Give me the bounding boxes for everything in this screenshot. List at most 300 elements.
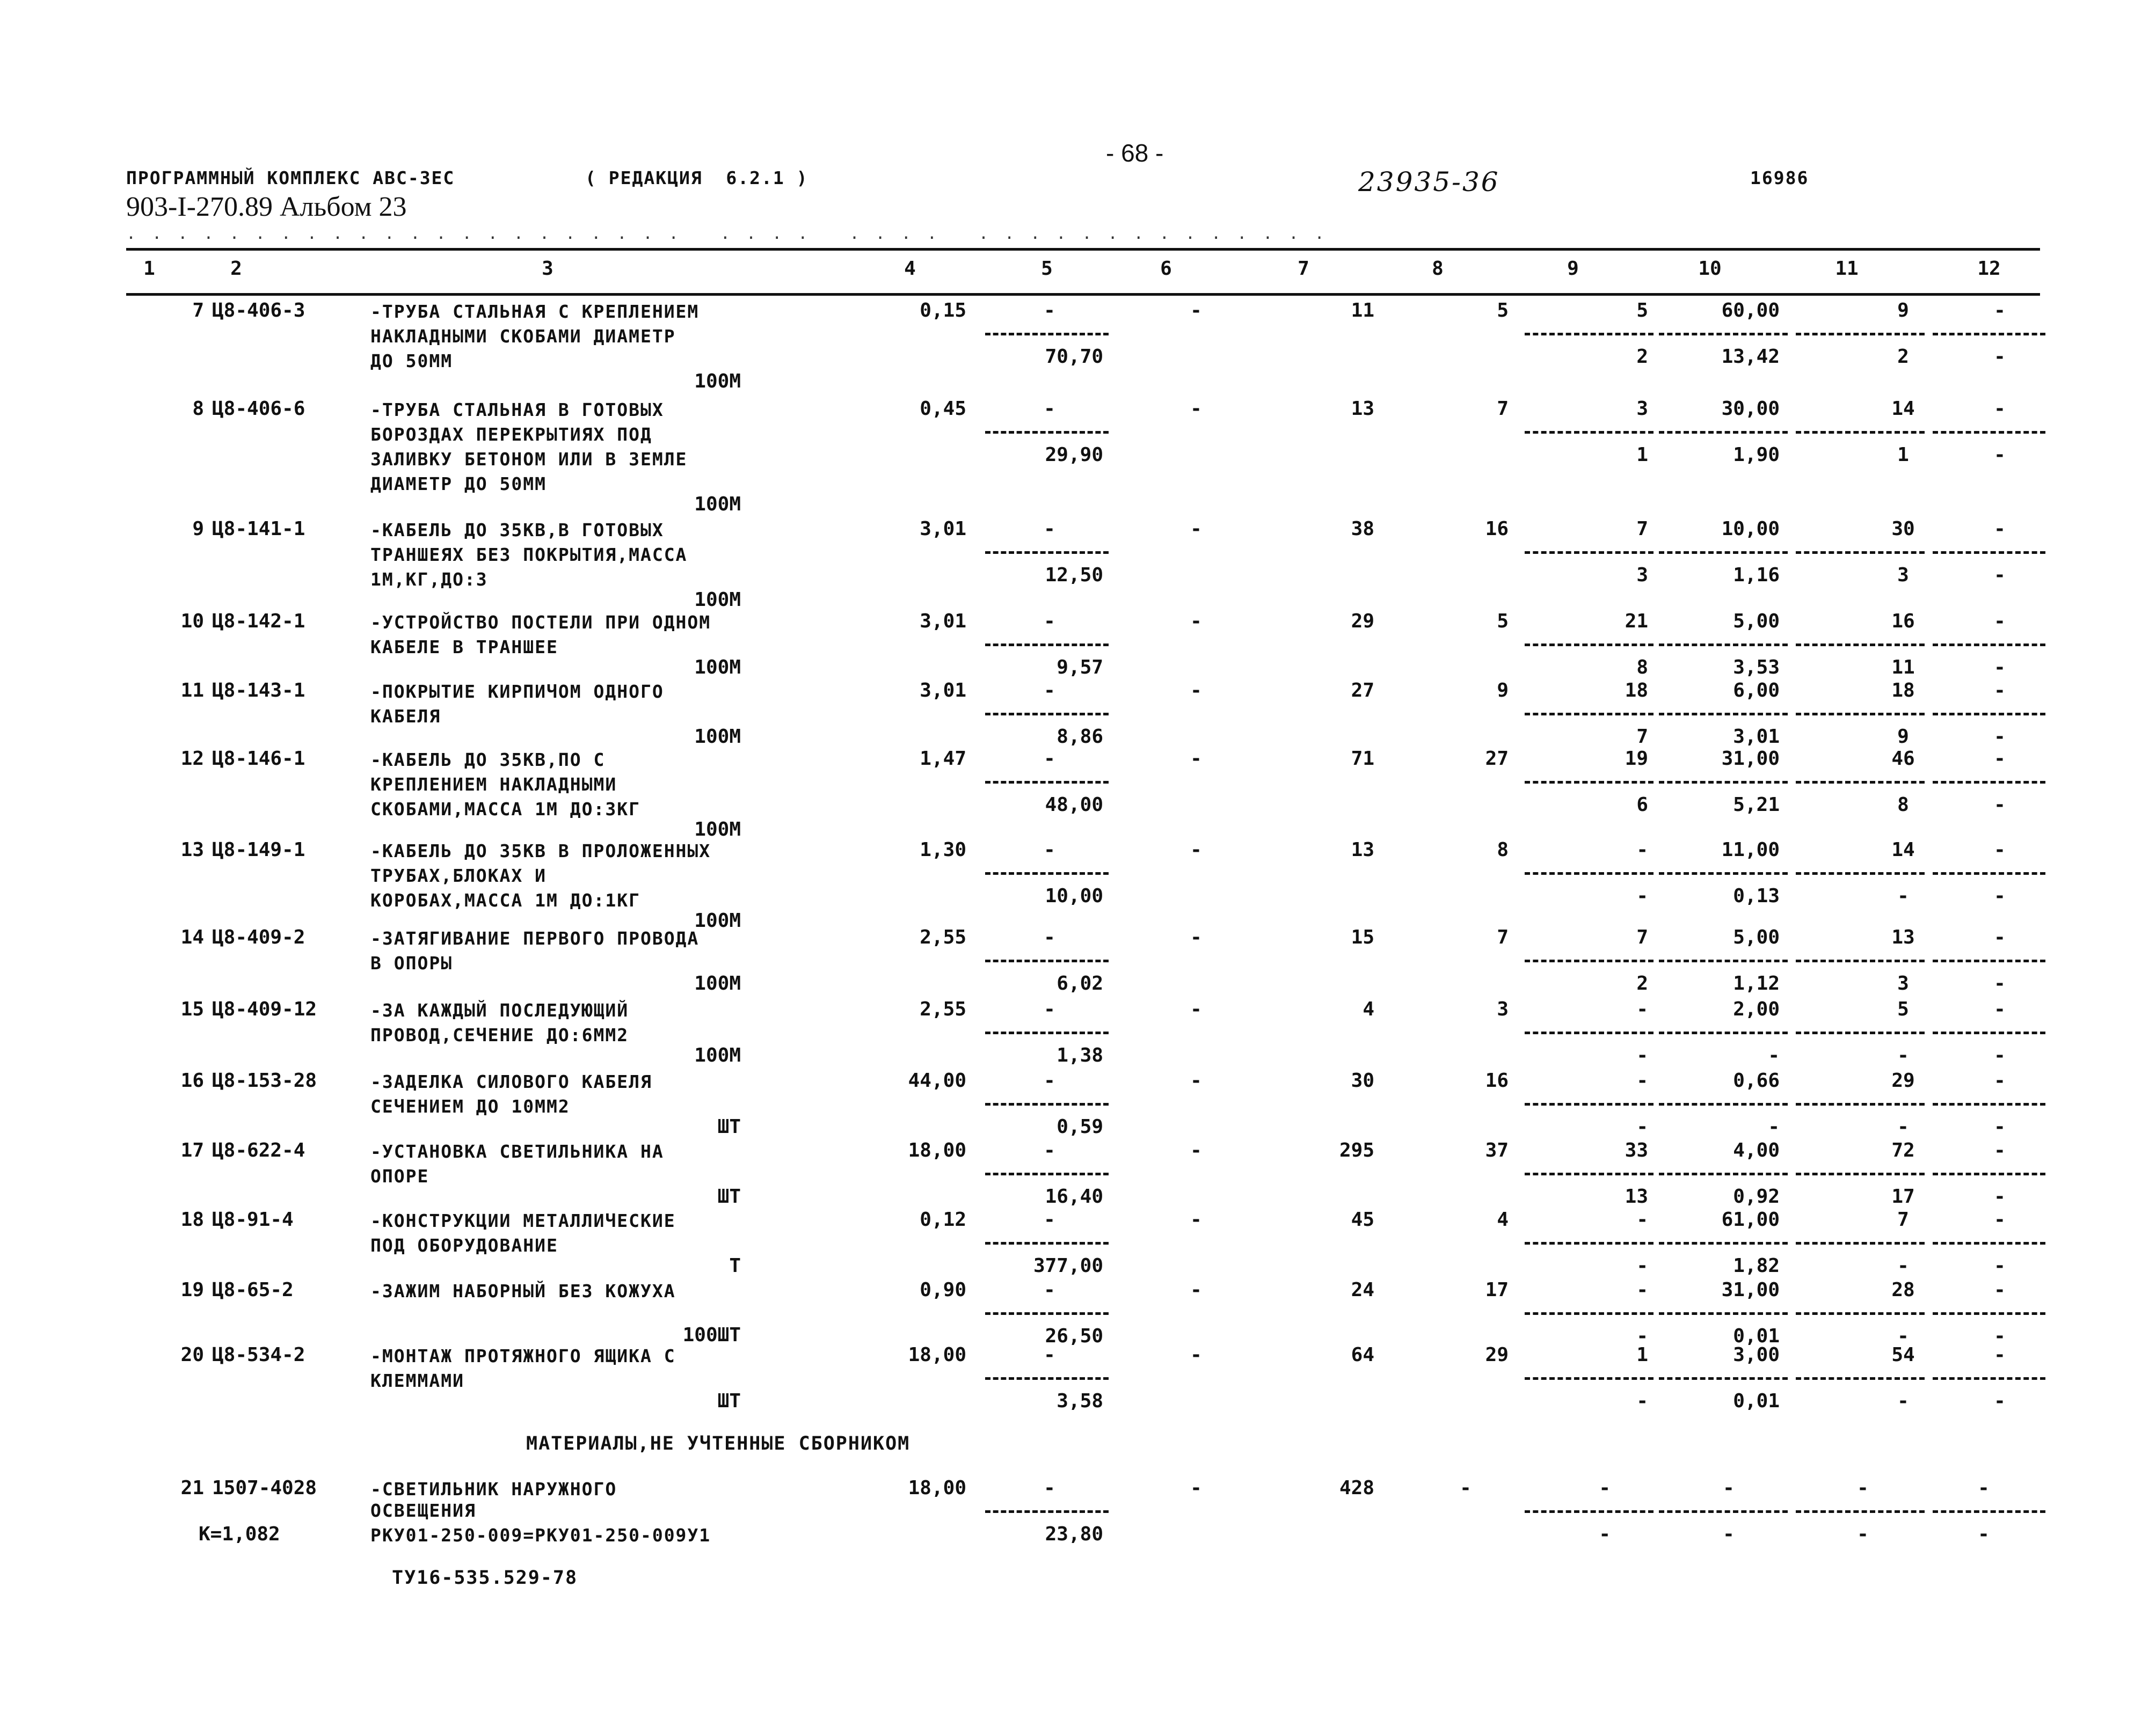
col9-top: 18 [1625, 679, 1648, 701]
col7-value: 11 [1351, 299, 1374, 321]
col10-top: 5,00 [1733, 610, 1780, 632]
column-number-8: 8 [1432, 258, 1444, 280]
col10-bottom: 13,42 [1721, 346, 1780, 368]
column-number-3: 3 [542, 258, 553, 280]
document-number: 16986 [1750, 167, 1809, 188]
col12-bottom: - [1994, 1186, 2006, 1208]
col9-bottom: - [1636, 1044, 1648, 1066]
col9-bottom: - [1636, 1116, 1648, 1138]
col9-bottom: 2 [1636, 973, 1648, 995]
unit-label: ШТ [717, 1116, 741, 1138]
col12-divider [1933, 781, 2045, 784]
col10-divider [1659, 333, 1788, 335]
col9-top: 7 [1636, 518, 1648, 540]
col8-value: 17 [1485, 1279, 1509, 1301]
unit-label: 100М [694, 818, 741, 840]
col12-top: - [1994, 398, 2006, 420]
edition-label: ( РЕДАКЦИЯ 6.2.1 ) [585, 167, 808, 188]
item-code: Ц8-142-1 [212, 610, 305, 632]
col7-value: 428 [1339, 1477, 1374, 1499]
col10-bottom: 0,01 [1733, 1325, 1780, 1347]
unit-label: 100М [694, 370, 741, 392]
column-number-10: 10 [1698, 258, 1722, 280]
col8-value: 5 [1497, 610, 1509, 632]
item-description-line: ЗАЛИВКУ БЕТОНОМ ИЛИ В ЗЕМЛЕ [370, 449, 688, 470]
col9-bottom: 2 [1636, 346, 1648, 368]
col5-bottom: 29,90 [1045, 444, 1103, 466]
col8-value: 16 [1485, 518, 1509, 540]
col11-top: 14 [1891, 398, 1915, 420]
col9-top: 1 [1636, 1344, 1648, 1366]
col12-top: - [1994, 748, 2006, 770]
item-code: Ц8-143-1 [212, 679, 305, 701]
col12-bottom: - [1994, 794, 2006, 816]
album-label: 903-I-270.89 Альбом 23 [126, 192, 407, 222]
quantity-value: 3,01 [920, 610, 966, 632]
column-number-2: 2 [230, 258, 242, 280]
col9-divider [1525, 1312, 1654, 1315]
col5-top: - [1044, 398, 1055, 420]
item-code: Ц8-406-3 [212, 299, 305, 321]
col8-value: 3 [1497, 998, 1509, 1020]
col5-bottom: 6,02 [1057, 973, 1103, 995]
col11-bottom: 3 [1897, 564, 1909, 586]
col5-divider [985, 1103, 1109, 1106]
col10-top: - [1723, 1477, 1735, 1499]
col5-top: - [1044, 299, 1055, 321]
col5-bottom: 12,50 [1045, 564, 1103, 586]
col12-divider [1933, 872, 2045, 875]
col10-divider [1659, 1032, 1788, 1034]
col9-divider [1525, 1103, 1654, 1106]
col9-top: 7 [1636, 926, 1648, 948]
item-number: 21 [180, 1477, 204, 1499]
col11-divider [1796, 713, 1925, 715]
col5-divider [985, 781, 1109, 784]
col12-divider [1933, 713, 2045, 715]
col5-bottom: 377,00 [1033, 1255, 1103, 1277]
col10-top: 0,66 [1733, 1070, 1780, 1092]
col11-divider [1796, 1242, 1925, 1245]
col9-bottom: 1 [1636, 444, 1648, 466]
column-number-12: 12 [1977, 258, 2001, 280]
col7-value: 30 [1351, 1070, 1374, 1092]
col11-divider [1796, 1510, 1925, 1513]
col5-top: - [1044, 1209, 1055, 1231]
col6-value: - [1190, 679, 1202, 701]
column-number-5: 5 [1041, 258, 1053, 280]
col5-bottom: 9,57 [1057, 656, 1103, 678]
item-number: 20 [180, 1344, 204, 1366]
col10-bottom: 1,82 [1733, 1255, 1780, 1277]
col9-divider [1525, 333, 1654, 335]
col12-divider [1933, 1377, 2045, 1380]
col10-top: 2,00 [1733, 998, 1780, 1020]
col7-value: 64 [1351, 1344, 1374, 1366]
col6-value: - [1190, 926, 1202, 948]
col10-divider [1659, 1242, 1788, 1245]
col9-divider [1525, 713, 1654, 715]
col5-divider [985, 1032, 1109, 1034]
col7-value: 15 [1351, 926, 1374, 948]
col9-bottom: 13 [1625, 1186, 1648, 1208]
unit-label: 100М [694, 726, 741, 748]
col6-value: - [1190, 1477, 1202, 1499]
page-number: - 68 - [1106, 139, 1164, 167]
col11-bottom: - [1857, 1523, 1869, 1545]
col5-divider [985, 333, 1109, 335]
col9-bottom: - [1599, 1523, 1611, 1545]
col11-bottom: - [1897, 1325, 1909, 1347]
item-description-line: ДО 50ММ [370, 350, 453, 371]
col9-divider [1525, 1173, 1654, 1175]
item-code: Ц8-65-2 [212, 1279, 294, 1301]
col12-top: - [1994, 1279, 2006, 1301]
item-number: 15 [180, 998, 204, 1020]
col12-bottom: - [1994, 346, 2006, 368]
col9-top: - [1636, 1070, 1648, 1092]
col5-top: - [1044, 1477, 1055, 1499]
col10-divider [1659, 872, 1788, 875]
header-rule-bottom [126, 293, 2040, 296]
item-description-line: -КАБЕЛЬ ДО 35КВ,ПО С [370, 749, 606, 770]
col8-value: 7 [1497, 926, 1509, 948]
item-description-line: ТРАНШЕЯХ БЕЗ ПОКРЫТИЯ,МАССА [370, 544, 688, 565]
col7-value: 24 [1351, 1279, 1374, 1301]
unit-label: 100М [694, 910, 741, 932]
item-description-line: ДИАМЕТР ДО 50ММ [370, 473, 547, 494]
col10-top: 10,00 [1721, 518, 1780, 540]
col11-divider [1796, 644, 1925, 646]
col12-top: - [1994, 299, 2006, 321]
col10-top: 4,00 [1733, 1139, 1780, 1161]
col10-top: 6,00 [1733, 679, 1780, 701]
col5-top: - [1044, 926, 1055, 948]
quantity-value: 18,00 [908, 1139, 966, 1161]
col10-bottom: 0,01 [1733, 1390, 1780, 1412]
col12-divider [1933, 1173, 2045, 1175]
col10-divider [1659, 1173, 1788, 1175]
col10-divider [1659, 960, 1788, 962]
col5-divider [985, 431, 1109, 434]
col12-top: - [1978, 1477, 1990, 1499]
quantity-value: 1,47 [920, 748, 966, 770]
unit-label: 100М [694, 493, 741, 515]
col6-value: - [1190, 518, 1202, 540]
unit-label: ШТ [717, 1390, 741, 1412]
col8-value: 4 [1497, 1209, 1509, 1231]
unit-label: 100М [694, 589, 741, 611]
item-number: 9 [192, 518, 204, 540]
col11-bottom: 2 [1897, 346, 1909, 368]
col11-bottom: 1 [1897, 444, 1909, 466]
col12-top: - [1994, 610, 2006, 632]
col10-divider [1659, 431, 1788, 434]
col11-bottom: - [1897, 1255, 1909, 1277]
col11-divider [1796, 431, 1925, 434]
col12-divider [1933, 1032, 2045, 1034]
col5-top: - [1044, 679, 1055, 701]
col11-divider [1796, 1103, 1925, 1106]
col11-divider [1796, 872, 1925, 875]
col12-divider [1933, 333, 2045, 335]
item-description-line: ПРОВОД,СЕЧЕНИЕ ДО:6ММ2 [370, 1025, 629, 1045]
col9-bottom: 3 [1636, 564, 1648, 586]
col5-bottom: 16,40 [1045, 1186, 1103, 1208]
column-number-7: 7 [1298, 258, 1309, 280]
col12-divider [1933, 1103, 2045, 1106]
quantity-value: 0,15 [920, 299, 966, 321]
col11-top: 13 [1891, 926, 1915, 948]
col9-divider [1525, 1032, 1654, 1034]
col10-bottom: 1,90 [1733, 444, 1780, 466]
unit-label: ШТ [717, 1186, 741, 1208]
col8-value: 5 [1497, 299, 1509, 321]
unit-label: 100М [694, 973, 741, 995]
unit-label: 100ШТ [682, 1324, 741, 1346]
col12-divider [1933, 1312, 2045, 1315]
col10-bottom: - [1723, 1523, 1735, 1545]
col5-top: - [1044, 1279, 1055, 1301]
col9-top: - [1636, 998, 1648, 1020]
col11-bottom: - [1897, 1116, 1909, 1138]
col5-divider [985, 1377, 1109, 1380]
column-number-9: 9 [1567, 258, 1579, 280]
item-number: 16 [180, 1070, 204, 1092]
col10-top: 3,00 [1733, 1344, 1780, 1366]
col9-divider [1525, 872, 1654, 875]
program-title: ПРОГРАММНЫЙ КОМПЛЕКС АВС-ЗЕС [126, 167, 455, 188]
col5-bottom: 3,58 [1057, 1390, 1103, 1412]
col10-divider [1659, 1103, 1788, 1106]
col11-divider [1796, 1377, 1925, 1380]
item-description-line: -ЗА КАЖДЫЙ ПОСЛЕДУЮЩИЙ [370, 1000, 629, 1021]
item-code: Ц8-91-4 [212, 1209, 294, 1231]
col11-bottom: 8 [1897, 794, 1909, 816]
item-number: 7 [192, 299, 204, 321]
col7-value: 45 [1351, 1209, 1374, 1231]
item-description-line: -ЗАЖИМ НАБОРНЫЙ БЕЗ КОЖУХА [370, 1281, 676, 1301]
column-number-6: 6 [1160, 258, 1172, 280]
item-code: Ц8-409-12 [212, 998, 317, 1020]
item-number: 19 [180, 1279, 204, 1301]
col5-top: - [1044, 1070, 1055, 1092]
col9-bottom: - [1636, 1255, 1648, 1277]
col12-top: - [1994, 926, 2006, 948]
col6-value: - [1190, 398, 1202, 420]
col12-bottom: - [1994, 726, 2006, 748]
col10-top: 31,00 [1721, 1279, 1780, 1301]
handwritten-code: 23935-36 [1358, 166, 1500, 198]
col5-top: - [1044, 998, 1055, 1020]
col10-top: 30,00 [1721, 398, 1780, 420]
col11-top: - [1857, 1477, 1869, 1499]
col11-top: 14 [1891, 839, 1915, 861]
col10-bottom: - [1768, 1044, 1780, 1066]
quantity-value: 0,45 [920, 398, 966, 420]
col11-top: 54 [1891, 1344, 1915, 1366]
col8-value: 7 [1497, 398, 1509, 420]
item-number: 13 [180, 839, 204, 861]
col12-bottom: - [1994, 885, 2006, 907]
quantity-value: 18,00 [908, 1477, 966, 1499]
col12-bottom: - [1994, 1255, 2006, 1277]
quantity-value: 0,90 [920, 1279, 966, 1301]
column-number-4: 4 [904, 258, 916, 280]
unit-label: 100М [694, 656, 741, 678]
col5-bottom: 8,86 [1057, 726, 1103, 748]
item-number: 12 [180, 748, 204, 770]
item-description-line: ТРУБАХ,БЛОКАХ И [370, 865, 547, 886]
col11-top: 46 [1891, 748, 1915, 770]
col5-top: - [1044, 518, 1055, 540]
col11-top: 72 [1891, 1139, 1915, 1161]
col5-top: - [1044, 748, 1055, 770]
col7-value: 295 [1339, 1139, 1374, 1161]
quantity-value: 18,00 [908, 1344, 966, 1366]
col10-top: 5,00 [1733, 926, 1780, 948]
quantity-value: 0,12 [920, 1209, 966, 1231]
col6-value: - [1190, 299, 1202, 321]
col5-divider [985, 1312, 1109, 1315]
col11-bottom: 3 [1897, 973, 1909, 995]
col10-bottom: 3,53 [1733, 656, 1780, 678]
col7-value: 71 [1351, 748, 1374, 770]
col10-bottom: 1,12 [1733, 973, 1780, 995]
quantity-value: 2,55 [920, 998, 966, 1020]
col10-bottom: 1,16 [1733, 564, 1780, 586]
col6-value: - [1190, 1070, 1202, 1092]
item-description-line: -УСТРОЙСТВО ПОСТЕЛИ ПРИ ОДНОМ [370, 612, 711, 633]
item-code: Ц8-406-6 [212, 398, 305, 420]
col8-value: 9 [1497, 679, 1509, 701]
col9-divider [1525, 1510, 1654, 1513]
col9-divider [1525, 1377, 1654, 1380]
col10-top: 61,00 [1721, 1209, 1780, 1231]
col12-top: - [1994, 679, 2006, 701]
item-description-line: ПОД ОБОРУДОВАНИЕ [370, 1235, 558, 1256]
col12-divider [1933, 551, 2045, 554]
header-rule-top [126, 248, 2040, 251]
column-number-1: 1 [143, 258, 155, 280]
item-description-line: -КАБЕЛЬ ДО 35КВ,В ГОТОВЫХ [370, 520, 664, 540]
col9-divider [1525, 781, 1654, 784]
col9-top: - [1636, 839, 1648, 861]
col5-bottom: 1,38 [1057, 1044, 1103, 1066]
col12-bottom: - [1994, 1390, 2006, 1412]
item-description-line: -КАБЕЛЬ ДО 35КВ В ПРОЛОЖЕННЫХ [370, 840, 711, 861]
col12-top: - [1994, 1209, 2006, 1231]
col5-bottom: 48,00 [1045, 794, 1103, 816]
col12-bottom: - [1994, 564, 2006, 586]
col12-bottom: - [1994, 1325, 2006, 1347]
col12-bottom: - [1994, 1044, 2006, 1066]
item-description-line: КОРОБАХ,МАССА 1М ДО:1КГ [370, 890, 640, 911]
col9-top: 5 [1636, 299, 1648, 321]
col7-value: 27 [1351, 679, 1374, 701]
col6-value: - [1190, 1139, 1202, 1161]
col10-divider [1659, 1377, 1788, 1380]
col12-top: - [1994, 998, 2006, 1020]
col8-value: 27 [1485, 748, 1509, 770]
item-code: Ц8-141-1 [212, 518, 305, 540]
item-description-line: ОПОРЕ [370, 1166, 429, 1187]
col11-top: 18 [1891, 679, 1915, 701]
quantity-value: 2,55 [920, 926, 966, 948]
col11-top: 28 [1891, 1279, 1915, 1301]
col11-bottom: 17 [1891, 1186, 1915, 1208]
col6-value: - [1190, 1209, 1202, 1231]
col6-value: - [1190, 1344, 1202, 1366]
col12-divider [1933, 1242, 2045, 1245]
item-description-line: -ПОКРЫТИЕ КИРПИЧОМ ОДНОГО [370, 681, 664, 702]
col12-top: - [1994, 1139, 2006, 1161]
col9-top: 19 [1625, 748, 1648, 770]
item-description-line: -ЗАДЕЛКА СИЛОВОГО КАБЕЛЯ [370, 1071, 652, 1092]
col9-bottom: 6 [1636, 794, 1648, 816]
col9-bottom: 8 [1636, 656, 1648, 678]
col5-bottom: 23,80 [1045, 1523, 1103, 1545]
item-description-line: -МОНТАЖ ПРОТЯЖНОГО ЯЩИКА С [370, 1346, 676, 1366]
col12-top: - [1994, 518, 2006, 540]
col7-value: 13 [1351, 839, 1374, 861]
col5-bottom: 10,00 [1045, 885, 1103, 907]
col7-value: 13 [1351, 398, 1374, 420]
col9-divider [1525, 960, 1654, 962]
col9-top: 21 [1625, 610, 1648, 632]
col11-divider [1796, 1312, 1925, 1315]
item-description-line: В ОПОРЫ [370, 953, 453, 974]
item-number: 14 [180, 926, 204, 948]
col5-bottom: 26,50 [1045, 1325, 1103, 1347]
col10-bottom: - [1768, 1116, 1780, 1138]
col10-bottom: 0,13 [1733, 885, 1780, 907]
col12-divider [1933, 1510, 2045, 1513]
quantity-value: 44,00 [908, 1070, 966, 1092]
item-description-line: СКОБАМИ,МАССА 1М ДО:3КГ [370, 799, 640, 820]
item-description-line: КАБЕЛЕ В ТРАНШЕЕ [370, 637, 558, 657]
item-number: 11 [180, 679, 204, 701]
col5-divider [985, 551, 1109, 554]
col9-top: 33 [1625, 1139, 1648, 1161]
unit-label: 100М [694, 1044, 741, 1066]
materials-section-heading: МАТЕРИАЛЫ,НЕ УЧТЕННЫЕ СБОРНИКОМ [526, 1433, 911, 1454]
col11-bottom: - [1897, 1044, 1909, 1066]
col5-top: - [1044, 1139, 1055, 1161]
col6-value: - [1190, 1279, 1202, 1301]
col11-top: 29 [1891, 1070, 1915, 1092]
col12-bottom: - [1978, 1523, 1990, 1545]
column-number-11: 11 [1835, 258, 1859, 280]
col10-top: 11,00 [1721, 839, 1780, 861]
col7-value: 4 [1363, 998, 1374, 1020]
item-number: 18 [180, 1209, 204, 1231]
item-description-line: ОСВЕЩЕНИЯ [370, 1500, 476, 1521]
col5-divider [985, 644, 1109, 646]
col6-value: - [1190, 610, 1202, 632]
col10-bottom: 5,21 [1733, 794, 1780, 816]
item-description-line: -ТРУБА СТАЛЬНАЯ С КРЕПЛЕНИЕМ [370, 301, 700, 322]
col12-bottom: - [1994, 1116, 2006, 1138]
item-description-line: -ЗАТЯГИВАНИЕ ПЕРВОГО ПРОВОДА [370, 928, 700, 949]
col5-top: - [1044, 839, 1055, 861]
item-code: Ц8-146-1 [212, 748, 305, 770]
col11-top: 5 [1897, 998, 1909, 1020]
col5-divider [985, 960, 1109, 962]
col11-divider [1796, 960, 1925, 962]
footer-note: ТУ16-535.529-78 [392, 1567, 578, 1589]
col10-divider [1659, 713, 1788, 715]
